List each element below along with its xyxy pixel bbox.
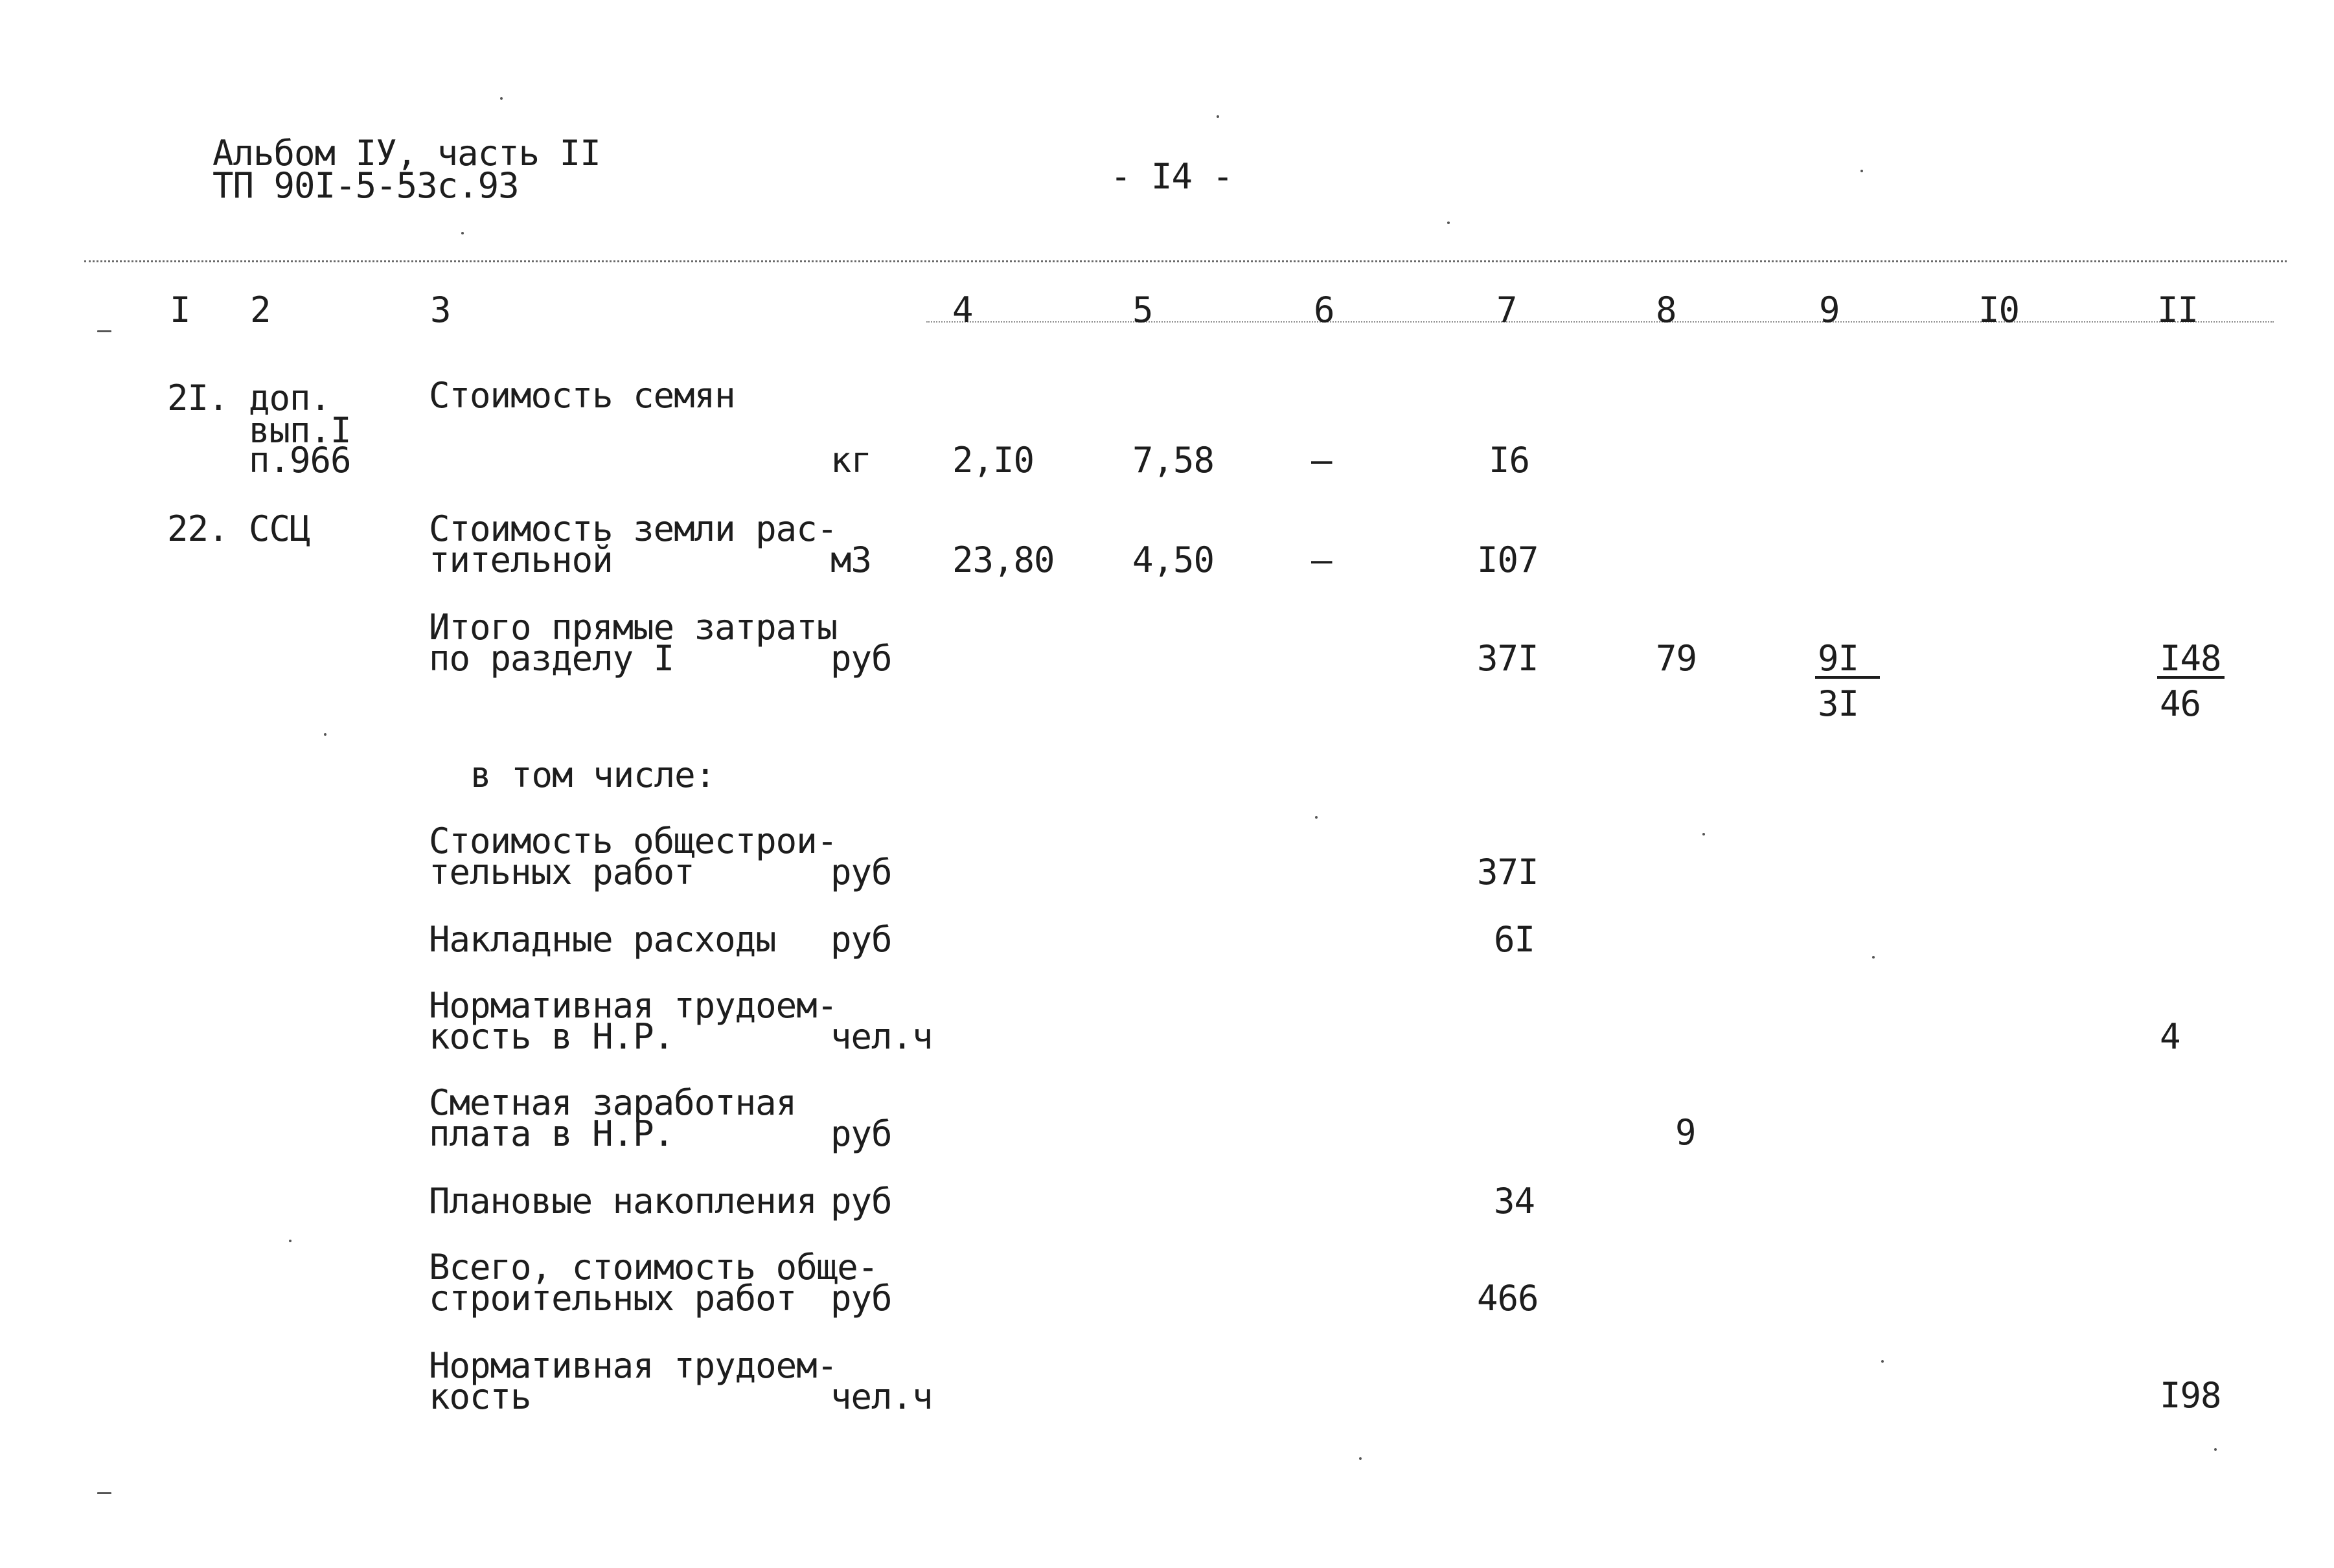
construction-cost-description-line-1: Стоимость общестрои-: [429, 821, 838, 861]
project-code: ТП 90I-5-53с.93: [212, 165, 519, 206]
overhead-description: Накладные расходы: [429, 919, 776, 960]
scan-speck: [1702, 833, 1705, 835]
construction-cost-unit: руб: [830, 852, 892, 892]
album-title: Альбом IУ, часть II: [212, 133, 601, 174]
labor-np-description-line-2: кость в Н.Р.: [429, 1016, 674, 1057]
overhead-col7: 6I: [1494, 919, 1535, 960]
total-direct-unit: руб: [830, 638, 892, 679]
row-22-number: 22.: [167, 508, 229, 549]
construction-cost-col7: 37I: [1477, 852, 1539, 892]
scan-speck: [1860, 170, 1863, 172]
total-construction-col7: 466: [1477, 1278, 1539, 1319]
col-number-6: 6: [1314, 290, 1334, 330]
scan-speck: [461, 232, 464, 234]
total-direct-col11-fraction-bar: [2157, 676, 2225, 679]
scan-speck: [1881, 1360, 1884, 1363]
page-number: - I4 -: [1110, 156, 1233, 197]
wages-np-unit: руб: [830, 1113, 892, 1154]
col-number-4: 4: [952, 290, 973, 330]
row-22-description-line-1: Стоимость земли рас-: [429, 508, 838, 549]
labor-total-description-line-2: кость: [429, 1376, 531, 1417]
labor-total-col11: I98: [2160, 1375, 2221, 1416]
total-construction-description-line-2: строительных работ: [429, 1278, 797, 1319]
col-number-7: 7: [1496, 290, 1517, 330]
scan-speck: [1872, 956, 1875, 959]
planned-savings-col7: 34: [1494, 1181, 1535, 1221]
row-21-ref-line-1: доп.: [249, 378, 331, 418]
row-21-col7: I6: [1489, 440, 1530, 481]
total-direct-col11-denominator: 46: [2160, 683, 2201, 724]
scan-speck: [2214, 1448, 2217, 1451]
total-direct-col7: 37I: [1477, 638, 1539, 679]
col-number-5: 5: [1132, 290, 1153, 330]
row-21-unit: кг: [830, 440, 872, 481]
scan-speck: [97, 330, 111, 332]
row-22-col7: I07: [1477, 540, 1539, 580]
row-22-ref: ССЦ: [249, 508, 310, 549]
total-direct-col8: 79: [1656, 638, 1697, 679]
labor-np-unit: чел.ч: [830, 1016, 933, 1057]
planned-savings-unit: руб: [830, 1181, 892, 1221]
row-21-ref-line-3: п.966: [249, 440, 351, 481]
scan-speck: [1315, 816, 1318, 819]
planned-savings-description: Плановые накопления: [429, 1181, 817, 1221]
row-22-col6: –: [1311, 540, 1332, 580]
col-number-11: II: [2157, 290, 2199, 330]
row-21-col5: 7,58: [1132, 440, 1215, 481]
row-22-col5: 4,50: [1132, 540, 1215, 580]
scan-speck: [324, 733, 326, 736]
col-number-8: 8: [1656, 290, 1676, 330]
labor-np-description-line-1: Нормативная трудоем-: [429, 985, 838, 1026]
total-construction-description-line-1: Всего, стоимость обще-: [429, 1247, 878, 1288]
scan-speck: [500, 97, 503, 100]
wages-np-description-line-2: плата в Н.Р.: [429, 1113, 674, 1154]
col-number-3: 3: [430, 290, 451, 330]
scan-speck: [97, 1492, 111, 1494]
labor-total-unit: чел.ч: [830, 1376, 933, 1417]
scan-speck: [1217, 115, 1219, 118]
labor-np-col11: 4: [2160, 1016, 2180, 1057]
row-22-col4: 23,80: [952, 540, 1055, 580]
row-21-col4: 2,I0: [952, 440, 1035, 481]
row-21-description: Стоимость семян: [429, 375, 735, 416]
col-number-2: 2: [250, 290, 271, 330]
wages-np-description-line-1: Сметная заработная: [429, 1082, 797, 1123]
col-number-9: 9: [1819, 290, 1840, 330]
row-22-description-line-2: тительной: [429, 540, 613, 580]
overhead-unit: руб: [830, 919, 892, 960]
header-rule: [84, 260, 2287, 262]
total-direct-description-line-1: Итого прямые затраты: [429, 607, 838, 648]
total-direct-col11-numerator: I48: [2160, 638, 2221, 679]
construction-cost-description-line-2: тельных работ: [429, 852, 694, 892]
scan-speck: [1359, 1457, 1362, 1460]
total-direct-col9-numerator: 9I: [1818, 638, 1859, 679]
row-22-unit: м3: [830, 540, 872, 580]
total-direct-description-line-2: по разделу I: [429, 638, 674, 679]
labor-total-description-line-1: Нормативная трудоем-: [429, 1345, 838, 1386]
scan-speck: [1447, 222, 1450, 224]
total-construction-unit: руб: [830, 1278, 892, 1319]
wages-np-col8: 9: [1675, 1112, 1696, 1153]
col-number-1: I: [170, 290, 190, 330]
row-21-ref-line-2: вып.I: [249, 410, 351, 451]
scan-speck: [289, 1240, 292, 1242]
total-direct-col9-denominator: 3I: [1818, 683, 1859, 724]
row-21-col6: –: [1311, 440, 1332, 481]
col-number-10: I0: [1978, 290, 2020, 330]
column-header-rule: [926, 321, 2274, 323]
total-direct-col9-fraction-bar: [1815, 676, 1880, 679]
row-21-number: 2I.: [167, 378, 229, 418]
including-label: в том числе:: [470, 755, 716, 795]
